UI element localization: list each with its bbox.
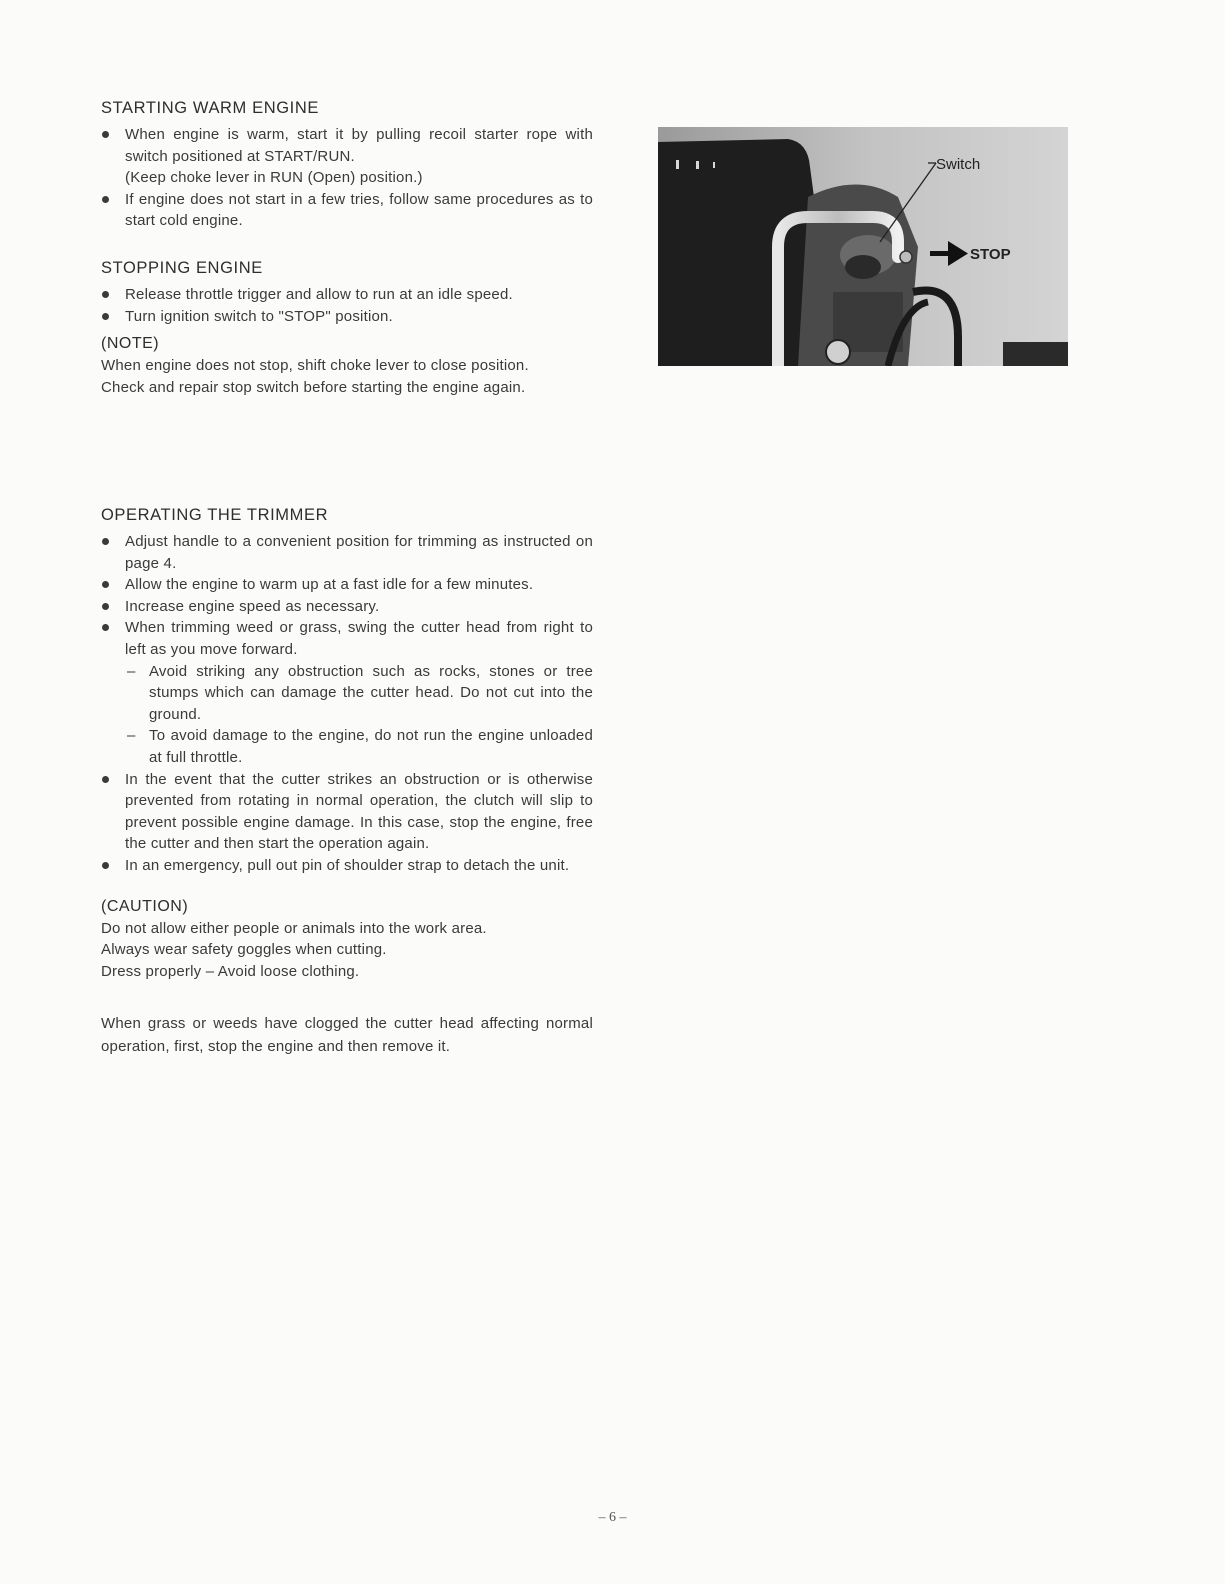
list-item: Allow the engine to warm up at a fast idle for a few minutes. <box>101 574 593 596</box>
switch-photo <box>658 127 1068 366</box>
closing-paragraph: When grass or weeds have clogged the cutter head affecting normal operation, first, stop the engine and then remove it. <box>101 1015 593 1056</box>
list-item: If engine does not start in a few tries, follow same procedures as to start cold engine. <box>101 189 593 232</box>
caution-title: (CAUTION) <box>101 897 189 915</box>
switch-label: Switch <box>936 156 981 173</box>
sub-list-item: – To avoid damage to the engine, do not run the engine unloaded at full throttle. <box>125 725 593 768</box>
section-stopping-engine <box>101 259 593 398</box>
heading-operating-trimmer: OPERATING THE TRIMMER <box>101 506 329 524</box>
caution-line: Always wear safety goggles when cutting. <box>101 941 387 959</box>
list-item: In an emergency, pull out pin of shoulder strap to detach the unit. <box>101 855 593 877</box>
list-stopping <box>101 284 593 327</box>
list-item: In the event that the cutter strikes an obstruction or is otherwise prevented from rotating in normal operation, the clutch will slip to prevent possible engine damage. In this case, stop the engine, free the cutter and then start the operation again. <box>101 769 593 855</box>
list-operating <box>101 531 593 877</box>
list-item: When engine is warm, start it by pulling recoil starter rope with switch positioned at START/RUN. (Keep choke lever in RUN (Open) position.) <box>101 124 593 189</box>
note-line: When engine does not stop, shift choke lever to close position. <box>101 357 529 375</box>
sub-list-item: – Avoid striking any obstruction such as rocks, stones or tree stumps which can damage the cutter head. Do not cut into the ground. <box>125 661 593 726</box>
note-line: Check and repair stop switch before starting the engine again. <box>101 378 526 396</box>
list-item: Increase engine speed as necessary. <box>101 596 593 618</box>
list-starting-warm <box>101 124 593 232</box>
heading-stopping-engine: STOPPING ENGINE <box>101 259 263 277</box>
note-title: (NOTE) <box>101 335 160 353</box>
caution-line: Do not allow either people or animals into the work area. <box>101 919 487 937</box>
stop-label: STOP <box>970 246 1011 263</box>
page-number: – 6 – <box>598 1510 627 1525</box>
list-item: Turn ignition switch to "STOP" position. <box>101 306 593 328</box>
list-item: When trimming weed or grass, swing the cutter head from right to left as you move forward. – Avoid striking any obstruction such as rocks, stones or tree stumps which can damage the cutter head. Do not cut into the ground. – To avoid damage to the engine, do not run the engine unloaded at full throttle. <box>101 617 593 768</box>
section-operating-trimmer <box>101 506 593 1058</box>
heading-starting-warm-engine: STARTING WARM ENGINE <box>101 99 319 117</box>
list-item: Release throttle trigger and allow to run at an idle speed. <box>101 284 593 306</box>
list-item: Adjust handle to a convenient position for trimming as instructed on page 4. <box>101 531 593 574</box>
sub-list <box>125 661 593 769</box>
caution-line: Dress properly – Avoid loose clothing. <box>101 962 360 980</box>
section-starting-warm-engine <box>101 99 593 232</box>
